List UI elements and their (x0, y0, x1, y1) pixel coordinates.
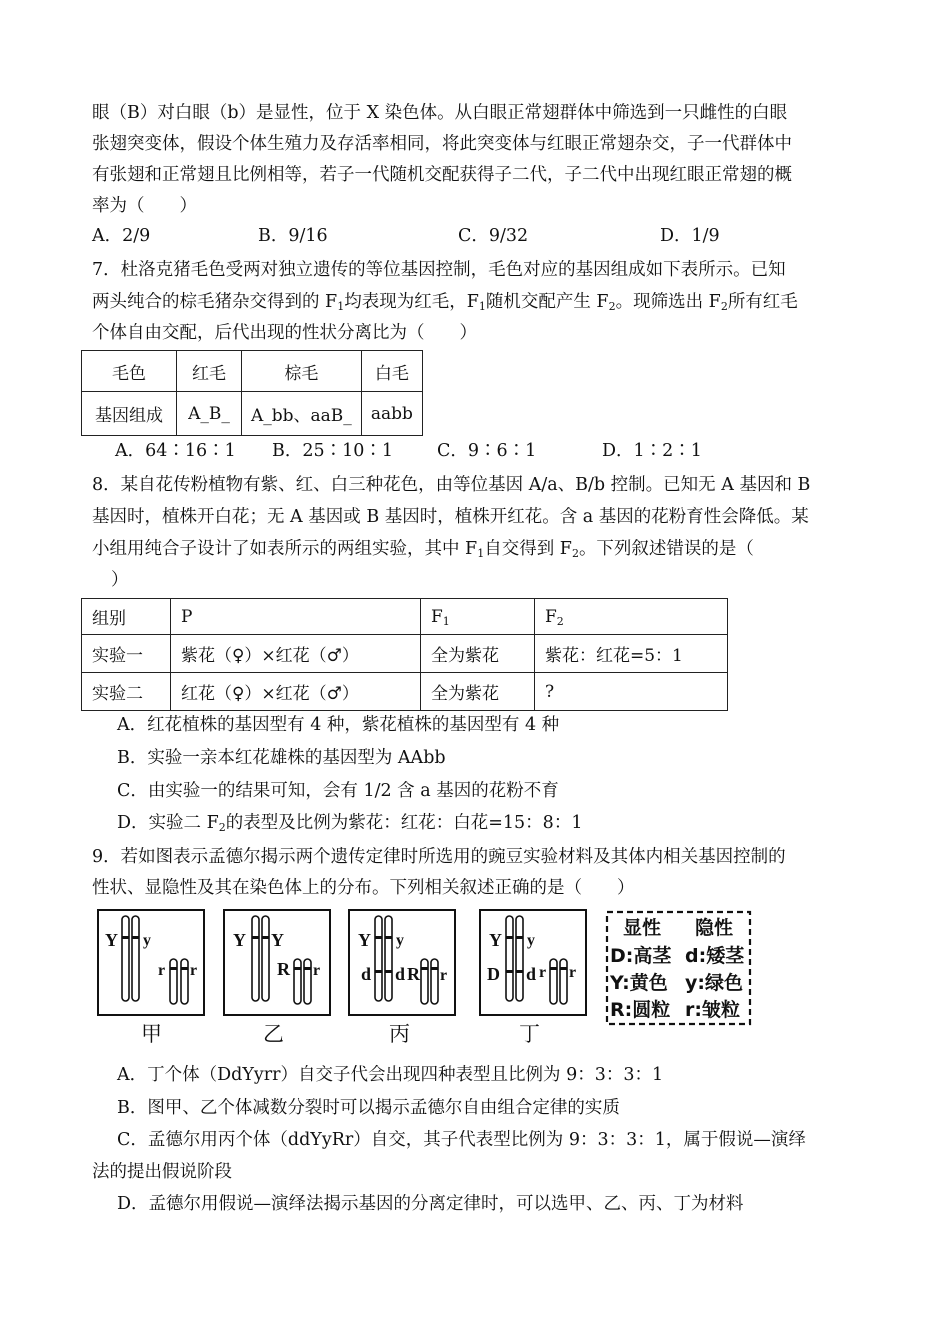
q8-option-d: D．实验二 $F_2$的表型及比例为紫花：红花：白花=15：8：1 (117, 813, 583, 834)
q9-option-c: C．孟德尔用丙个体（ddYyRr）自交，其子代表型比例为 9：3：3：1，属于假说—演绎 (117, 1130, 806, 1150)
q8-table-cell: 紫花（♀）×红花（♂） (171, 635, 421, 673)
q8-option-a: A．红花植株的基因型有 4 种，紫花植株的基因型有 4 种 (117, 715, 560, 735)
q8-line-1: 8．某自花传粉植物有紫、红、白三种花色，由等位基因 A/a、B/b 控制。已知无 A 基因和 B (92, 475, 811, 495)
q8-table-cell: 全为紫花 (421, 673, 535, 711)
legend-item: d:矮茎 (685, 945, 745, 967)
q8-table-cell: 紫花：红花=5：1 (535, 635, 728, 673)
panel-label-yi: 乙 (263, 1022, 284, 1046)
q8-option-c: C．由实验一的结果可知，会有 1/2 含 a 基因的花粉不育 (117, 781, 559, 801)
q8-line-3: 小组用纯合子设计了如表所示的两组实验，其中 $F_1$自交得到 $F_2$。下列叙述错误的是（ (92, 539, 754, 560)
gene-label: d (526, 964, 537, 984)
q6-line-4: 率为（ ） (92, 196, 197, 216)
q7-table-cell: 基因组成 (82, 392, 177, 436)
q7-option-a: A．64∶16∶1 (115, 441, 236, 461)
q8-table-header: $F_2$ (535, 599, 728, 635)
gene-label: y (143, 932, 151, 949)
panel-label-bing: 丙 (389, 1022, 410, 1046)
q7-table-cell: A_bb、aaB_ (242, 392, 362, 436)
legend-header-recessive: 隐性 (695, 917, 734, 939)
q6-option-d: D．1/9 (660, 226, 720, 246)
q9-line-1: 9．若如图表示孟德尔揭示两个遗传定律时所选用的豌豆实验材料及其体内相关基因控制的 (92, 847, 786, 867)
q7-table-header: 白毛 (361, 351, 422, 392)
q6-line-1: 眼（B）对白眼（b）是显性，位于 X 染色体。从白眼正常翅群体中筛选到一只雌性的白眼 (92, 103, 788, 123)
q8-table-cell: 实验一 (82, 635, 171, 673)
legend-item: Y:黄色 (610, 972, 668, 994)
legend-item: R:圆粒 (610, 999, 671, 1021)
q8-table-cell: 全为紫花 (421, 635, 535, 673)
q7-table-cell: aabb (361, 392, 422, 436)
q6-line-2: 张翅突变体，假设个体生殖力及存活率相同，将此突变体与红眼正常翅杂交，子一代群体中 (92, 134, 792, 154)
legend-header-dominant: 显性 (623, 917, 662, 939)
q9-option-a: A．丁个体（DdYyrr）自交子代会出现四种表型且比例为 9：3：3：1 (117, 1065, 664, 1085)
legend-item: D:高茎 (610, 945, 672, 967)
gene-label: Y (358, 930, 371, 950)
q8-table-header: 组别 (82, 599, 171, 635)
gene-label: Y (271, 930, 284, 950)
q7-table-header: 棕毛 (242, 351, 362, 392)
q6-option-b: B．9/16 (258, 226, 328, 246)
gene-label: Y (105, 930, 118, 950)
q6-options (92, 224, 852, 248)
gene-label: r (190, 962, 198, 979)
q9-figure (95, 907, 755, 1049)
q6-option-c: C．9/32 (458, 226, 529, 246)
gene-label: r (158, 962, 166, 979)
q7-table-header: 红毛 (177, 351, 242, 392)
q9-option-d: D．孟德尔用假说—演绎法揭示基因的分离定律时，可以选甲、乙、丙、丁为材料 (117, 1194, 744, 1214)
gene-label: y (527, 932, 535, 949)
gene-label: r (539, 964, 547, 981)
q7-option-c: C．9∶6∶1 (437, 441, 537, 461)
legend-item: y:绿色 (685, 972, 743, 994)
gene-label: r (313, 962, 321, 979)
gene-label: r (440, 967, 448, 984)
q9-option-b: B．图甲、乙个体减数分裂时可以揭示孟德尔自由组合定律的实质 (117, 1098, 620, 1118)
gene-label: R (277, 959, 290, 979)
q7-options (115, 439, 875, 463)
q8-table (81, 598, 728, 711)
q9-option-c-cont: 法的提出假说阶段 (92, 1162, 232, 1182)
q7-line-3: 个体自由交配，后代出现的性状分离比为（ ） (92, 323, 477, 343)
q8-line-4: ） (111, 570, 129, 590)
q9-line-2: 性状、显隐性及其在染色体上的分布。下列相关叙述正确的是（ ） (92, 878, 635, 898)
gene-label: y (396, 932, 404, 949)
q7-table (81, 350, 423, 436)
q8-table-cell: ? (535, 673, 728, 711)
q7-option-d: D．1∶2∶1 (602, 441, 702, 461)
legend-item: r:皱粒 (685, 999, 740, 1021)
gene-label: d (395, 964, 406, 984)
q8-table-header: P (171, 599, 421, 635)
q7-option-b: B．25∶10∶1 (272, 441, 394, 461)
q8-option-b: B．实验一亲本红花雄株的基因型为 AAbb (117, 748, 446, 768)
q8-line-2: 基因时，植株开白花；无 A 基因或 B 基因时，植株开红花。含 a 基因的花粉育性会降低。某 (92, 507, 809, 527)
gene-label: d (361, 964, 372, 984)
q7-table-cell: A_B_ (177, 392, 242, 436)
q8-table-header: $F_1$ (421, 599, 535, 635)
q6-option-a: A．2/9 (92, 226, 151, 246)
gene-label: R (407, 964, 420, 984)
gene-label: Y (233, 930, 246, 950)
gene-label: Y (489, 930, 502, 950)
q7-line-1: 7．杜洛克猪毛色受两对独立遗传的等位基因控制，毛色对应的基因组成如下表所示。已知 (92, 260, 786, 280)
q7-line-2: 两头纯合的棕毛猪杂交得到的 $F_1$均表现为红毛，$F_1$随机交配产生 $F_2$。现筛选出 $F_2$所有红毛 (92, 292, 798, 313)
panel-label-ding: 丁 (519, 1022, 540, 1046)
gene-label: D (487, 964, 500, 984)
q8-table-cell: 红花（♀）×红花（♂） (171, 673, 421, 711)
q7-table-header: 毛色 (82, 351, 177, 392)
gene-label: r (569, 964, 577, 981)
q8-table-cell: 实验二 (82, 673, 171, 711)
panel-label-jia: 甲 (141, 1022, 162, 1046)
q6-line-3: 有张翅和正常翅且比例相等，若子一代随机交配获得子二代，子二代中出现红眼正常翅的概 (92, 165, 792, 185)
